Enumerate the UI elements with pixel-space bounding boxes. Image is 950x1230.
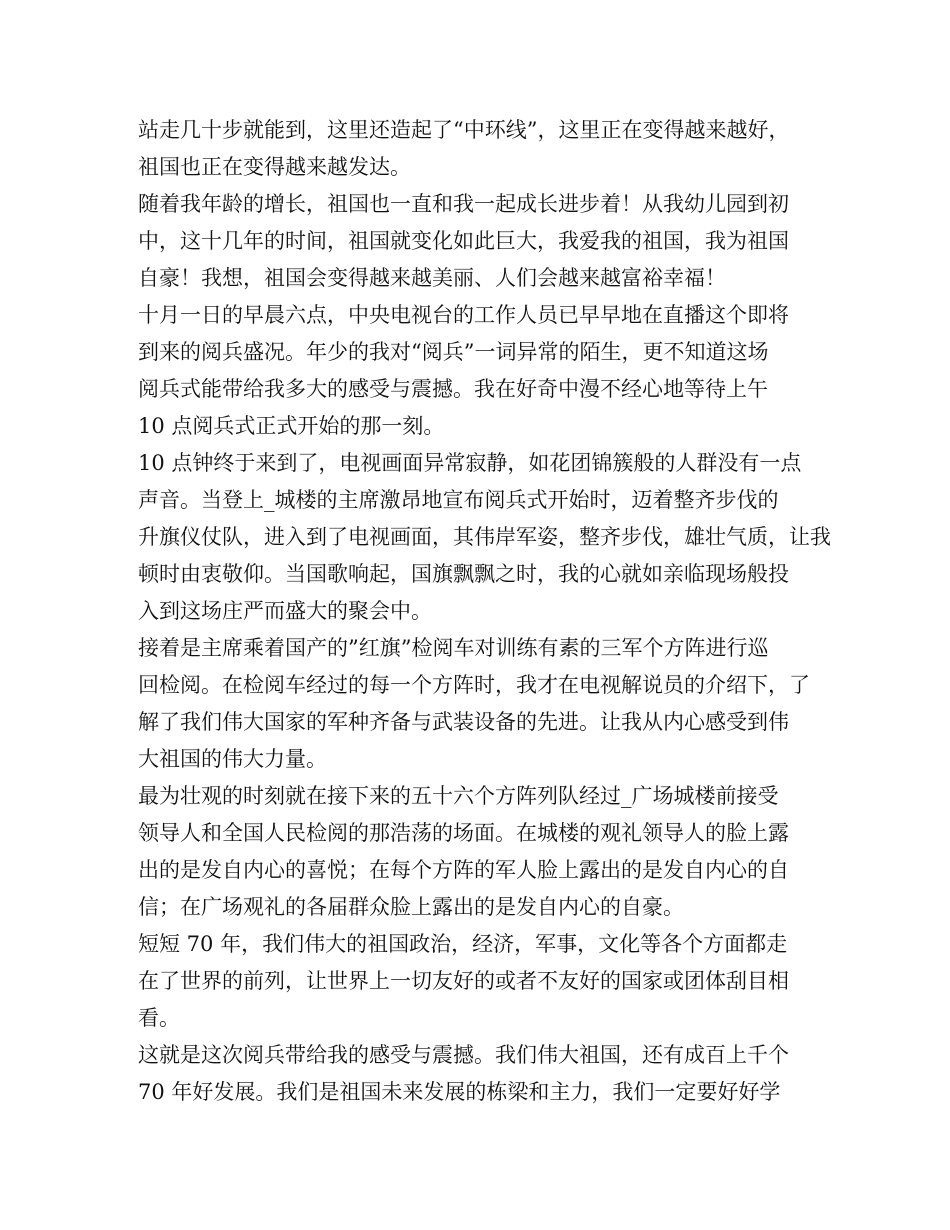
text-line: 看。 <box>138 1006 180 1030</box>
text-line: 声音。当登上_城楼的主席激昂地宣布阅兵式开始时，迈着整齐步伐的 <box>138 488 779 512</box>
text-line: 自豪！我想，祖国会变得越来越美丽、人们会越来越富裕幸福！ <box>138 266 726 290</box>
text-line: 最为壮观的时刻就在接下来的五十六个方阵列队经过_广场城楼前接受 <box>138 784 779 808</box>
text-line: 解了我们伟大国家的军种齐备与武装设备的先进。让我从内心感受到伟 <box>138 710 789 734</box>
text-line: 领导人和全国人民检阅的那浩荡的场面。在城楼的观礼领导人的脸上露 <box>138 821 789 845</box>
text-line: 在了世界的前列，让世界上一切友好的或者不友好的国家或团体刮目相 <box>138 969 789 993</box>
document-body <box>138 112 831 1111</box>
text-line: 这就是这次阅兵带给我的感受与震撼。我们伟大祖国，还有成百上千个 <box>138 1043 789 1067</box>
text-line: 祖国也正在变得越来越发达。 <box>138 155 411 179</box>
text-line: 出的是发自内心的喜悦；在每个方阵的军人脸上露出的是发自内心的自 <box>138 858 789 882</box>
text-line: 阅兵式能带给我多大的感受与震撼。我在好奇中漫不经心地等待上午 <box>138 377 768 401</box>
text-line: 回检阅。在检阅车经过的每一个方阵时，我才在电视解说员的介绍下，了 <box>138 673 810 697</box>
text-line: 升旗仪仗队，进入到了电视画面，其伟岸军姿，整齐步伐，雄壮气质，让我 <box>138 525 831 549</box>
text-line: 大祖国的伟大力量。 <box>138 747 327 771</box>
text-line: 信；在广场观礼的各届群众脸上露出的是发自内心的自豪。 <box>138 895 684 919</box>
text-line: 十月一日的早晨六点，中央电视台的工作人员已早早地在直播这个即将 <box>138 303 789 327</box>
text-line: 短短 70 年，我们伟大的祖国政治，经济，军事，文化等各个方面都走 <box>138 932 788 956</box>
text-line: 随着我年龄的增长，祖国也一直和我一起成长进步着！从我幼儿园到初 <box>138 192 789 216</box>
text-line: 10 点阅兵式正式开始的那一刻。 <box>138 414 445 438</box>
text-line: 接着是主席乘着国产的”红旗”检阅车对训练有素的三军个方阵进行巡 <box>138 636 769 660</box>
text-line: 中，这十几年的时间，祖国就变化如此巨大，我爱我的祖国，我为祖国 <box>138 229 789 253</box>
text-line: 10 点钟终于来到了，电视画面异常寂静，如花团锦簇般的人群没有一点 <box>138 451 802 475</box>
text-line: 站走几十步就能到，这里还造起了“中环线”，这里正在变得越来越好， <box>138 118 790 142</box>
text-line: 入到这场庄严而盛大的聚会中。 <box>138 599 432 623</box>
text-line: 顿时由衷敬仰。当国歌响起，国旗飘飘之时，我的心就如亲临现场般投 <box>138 562 789 586</box>
text-line: 到来的阅兵盛况。年少的我对“阅兵”一词异常的陌生，更不知道这场 <box>138 340 769 364</box>
text-line: 70 年好发展。我们是祖国未来发展的栋梁和主力，我们一定要好好学 <box>138 1080 781 1104</box>
